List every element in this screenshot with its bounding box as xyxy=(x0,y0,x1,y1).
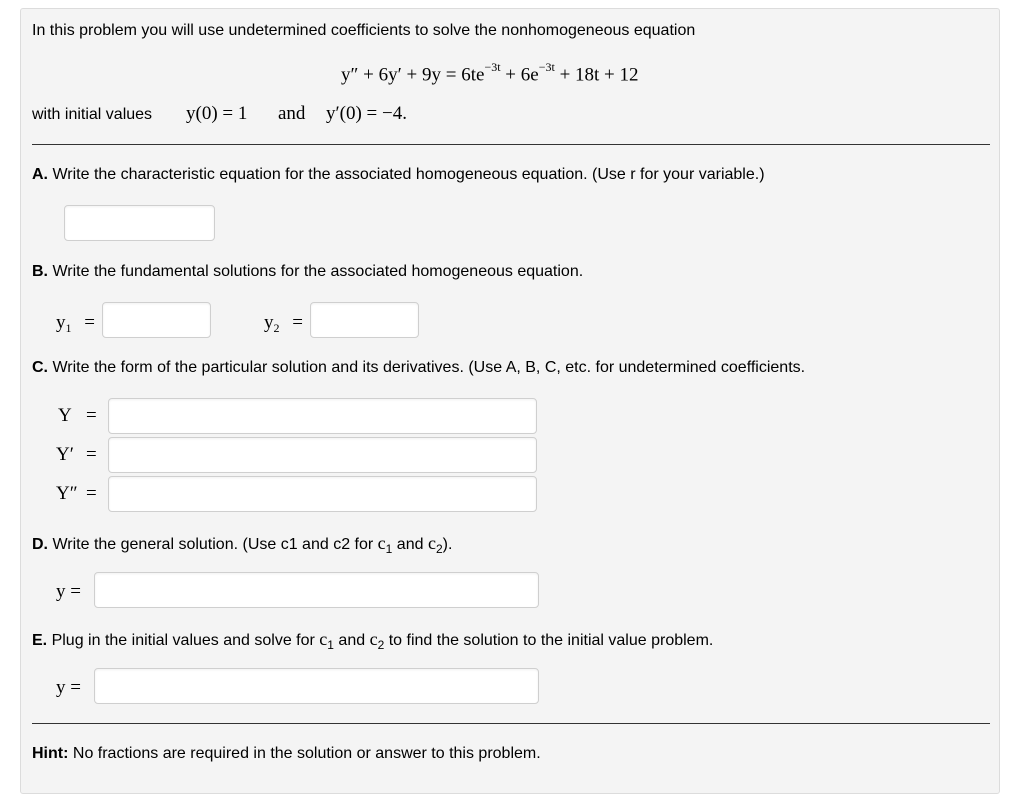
particular-Y-input[interactable] xyxy=(108,398,537,434)
Yprime-label: Y′ xyxy=(56,444,74,465)
main-equation: $y'' + 6y' + 9y = 6te^{-3t} + 6e^{-3t} + 18t + 12$ xyxy=(341,60,639,86)
y2-input[interactable] xyxy=(310,302,419,338)
part-c-letter: C. xyxy=(32,359,48,376)
characteristic-equation-input[interactable] xyxy=(64,205,215,241)
divider-top xyxy=(32,144,990,145)
part-c-text: Write the form of the particular solution and its derivatives. (Use A, B, C, etc. for undetermined coefficients. xyxy=(52,359,806,376)
initial-and: and xyxy=(278,103,306,124)
part-a-text: Write the characteristic equation for the associated homogeneous equation. (Use r for your variable.) xyxy=(52,166,765,183)
particular-Yprime-input[interactable] xyxy=(108,437,537,473)
initial-values-label: with initial values xyxy=(32,106,153,123)
part-b-letter: B. xyxy=(32,263,48,280)
initial-condition-yprime: y′(0) = −4. xyxy=(326,103,407,124)
part-e-prompt: E. Plug in the initial values and solve for $c_1$ and $c_2$ to find the solution to the initial value problem. xyxy=(32,629,714,652)
Ydoubleprime-label: Y″ xyxy=(56,483,78,504)
Yprime-equals: = xyxy=(86,444,97,465)
part-a-letter: A. xyxy=(32,166,48,183)
intro-text: In this problem you will use undetermined coefficients to solve the nonhomogeneous equation xyxy=(32,22,696,39)
general-solution-label: y = xyxy=(56,581,81,602)
part-d-prompt: D. Write the general solution. (Use c1 and c2 for $c_1$ and $c_2$). xyxy=(32,533,453,556)
part-e-letter: E. xyxy=(32,632,48,649)
ivp-solution-label: y = xyxy=(56,677,81,698)
hint-label: Hint: xyxy=(32,745,69,762)
y1-input[interactable] xyxy=(102,302,211,338)
y2-label: $y_2$ = xyxy=(264,312,303,335)
ivp-solution-input[interactable] xyxy=(94,668,539,704)
general-solution-input[interactable] xyxy=(94,572,539,608)
hint-text: Hint: No fractions are required in the solution or answer to this problem. xyxy=(32,745,541,762)
Ydoubleprime-equals: = xyxy=(86,483,97,504)
part-a-prompt xyxy=(32,166,765,184)
Y-label: Y xyxy=(58,405,72,426)
part-d-letter: D. xyxy=(32,536,48,553)
particular-Ydoubleprime-input[interactable] xyxy=(108,476,537,512)
initial-condition-y: y(0) = 1 xyxy=(186,103,248,124)
Y-equals: = xyxy=(86,405,97,426)
part-b-text: Write the fundamental solutions for the associated homogeneous equation. xyxy=(52,263,584,280)
y1-label: $y_1$ = xyxy=(56,312,95,335)
part-c-prompt xyxy=(32,359,805,377)
divider-bottom xyxy=(32,723,990,724)
part-b-prompt xyxy=(32,263,583,281)
